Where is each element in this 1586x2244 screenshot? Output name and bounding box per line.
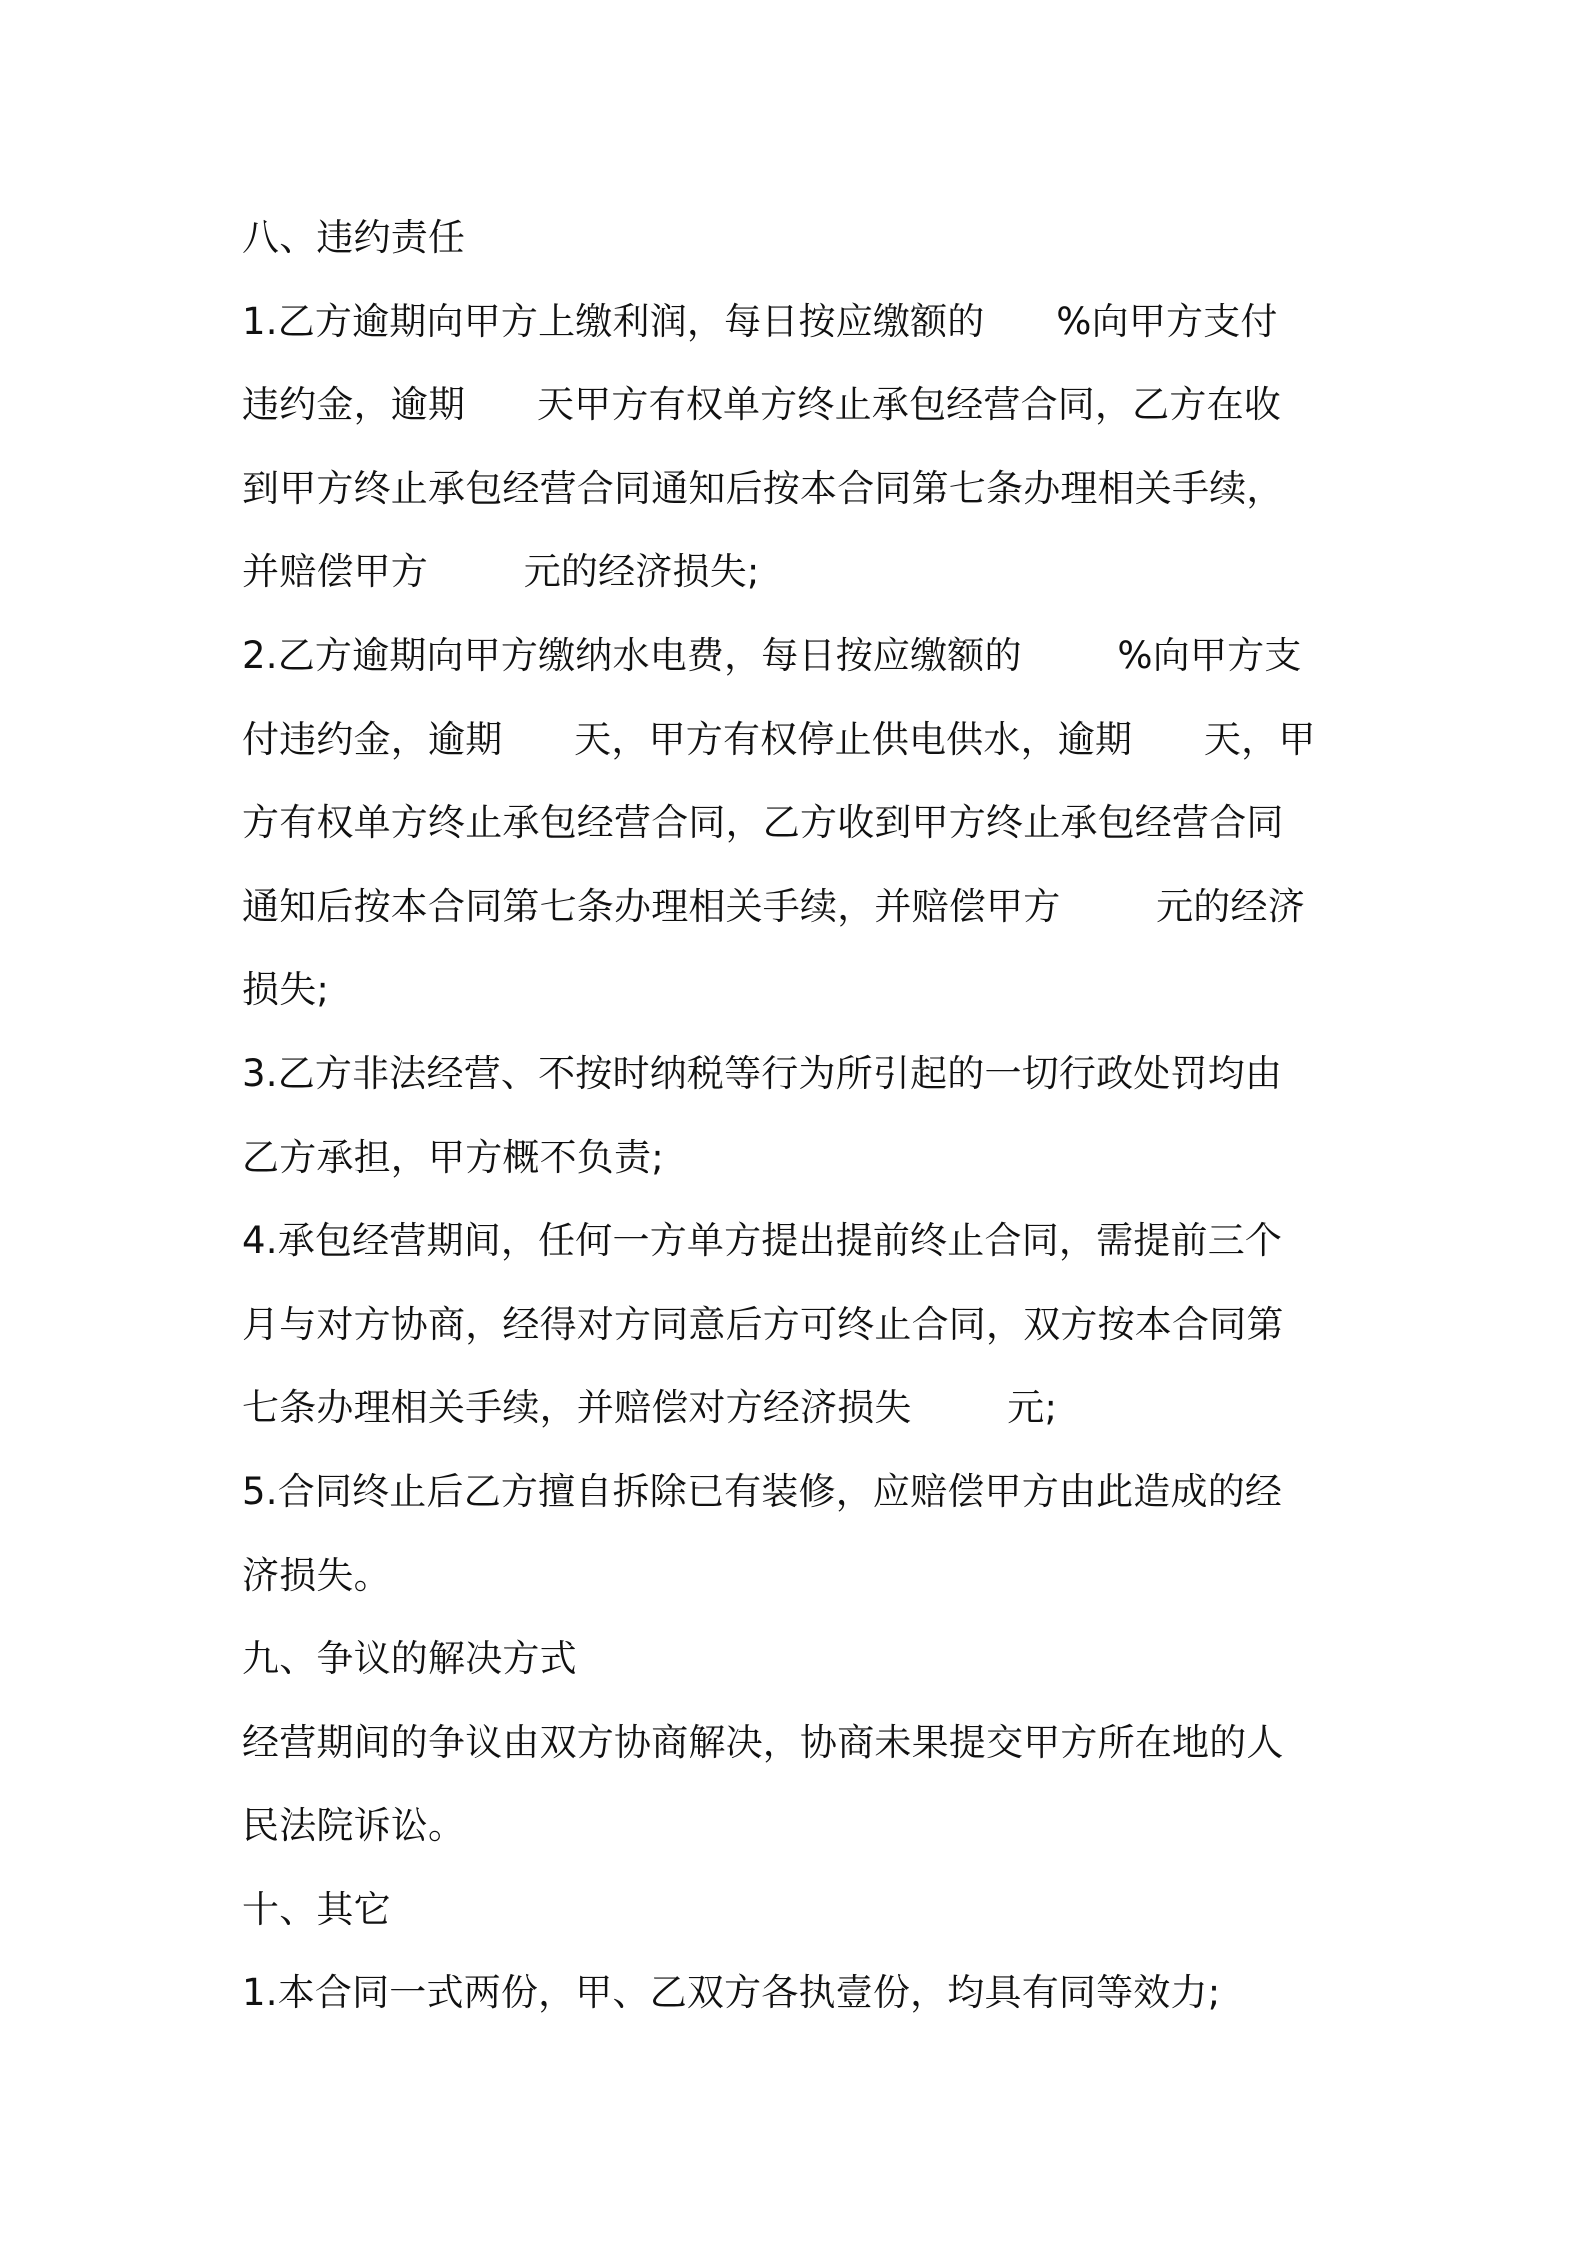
- text-line: 损失;: [242, 968, 330, 1012]
- contract-text: [242, 196, 1362, 2035]
- text-line: 月与对方协商，经得对方同意后方可终止合同，双方按本合同第: [242, 1302, 1284, 1346]
- text-line: 乙方承担，甲方概不负责;: [242, 1135, 664, 1179]
- text-line: 济损失。: [242, 1553, 391, 1597]
- section-heading-9: 九、争议的解决方式: [242, 1637, 577, 1681]
- text-line: 七条办理相关手续，并赔偿对方经济损失 元;: [242, 1386, 1058, 1430]
- text-line: 3.乙方非法经营、不按时纳税等行为所引起的一切行政处罚均由: [242, 1051, 1283, 1095]
- text-line: 1.本合同一式两份，甲、乙双方各执壹份，均具有同等效力;: [242, 1971, 1221, 2015]
- text-line: 民法院诉讼。: [242, 1804, 466, 1848]
- text-line: 通知后按本合同第七条办理相关手续，并赔偿甲方 元的经济: [242, 884, 1305, 928]
- text-line: 1.乙方逾期向甲方上缴利润，每日按应缴额的 %向甲方支付: [242, 299, 1278, 343]
- text-line: 违约金，逾期 天甲方有权单方终止承包经营合同，乙方在收: [242, 383, 1281, 427]
- text-line: 并赔偿甲方 元的经济损失;: [242, 550, 760, 594]
- text-line: 到甲方终止承包经营合同通知后按本合同第七条办理相关手续，: [242, 466, 1284, 510]
- text-line: 付违约金，逾期 天，甲方有权停止供电供水，逾期 天，甲: [242, 717, 1316, 761]
- section-heading-8: 八、违约责任: [242, 216, 466, 259]
- text-line: 经营期间的争议由双方协商解决，协商未果提交甲方所在地的人: [242, 1720, 1284, 1764]
- text-line: 4.承包经营期间，任何一方单方提出提前终止合同，需提前三个: [242, 1219, 1283, 1263]
- section-heading-10: 十、其它: [242, 1887, 391, 1931]
- text-line: 2.乙方逾期向甲方缴纳水电费，每日按应缴额的 %向甲方支: [242, 633, 1302, 677]
- text-line: 方有权单方终止承包经营合同，乙方收到甲方终止承包经营合同: [242, 801, 1284, 845]
- text-line: 5.合同终止后乙方擅自拆除已有装修，应赔偿甲方由此造成的经: [242, 1469, 1283, 1513]
